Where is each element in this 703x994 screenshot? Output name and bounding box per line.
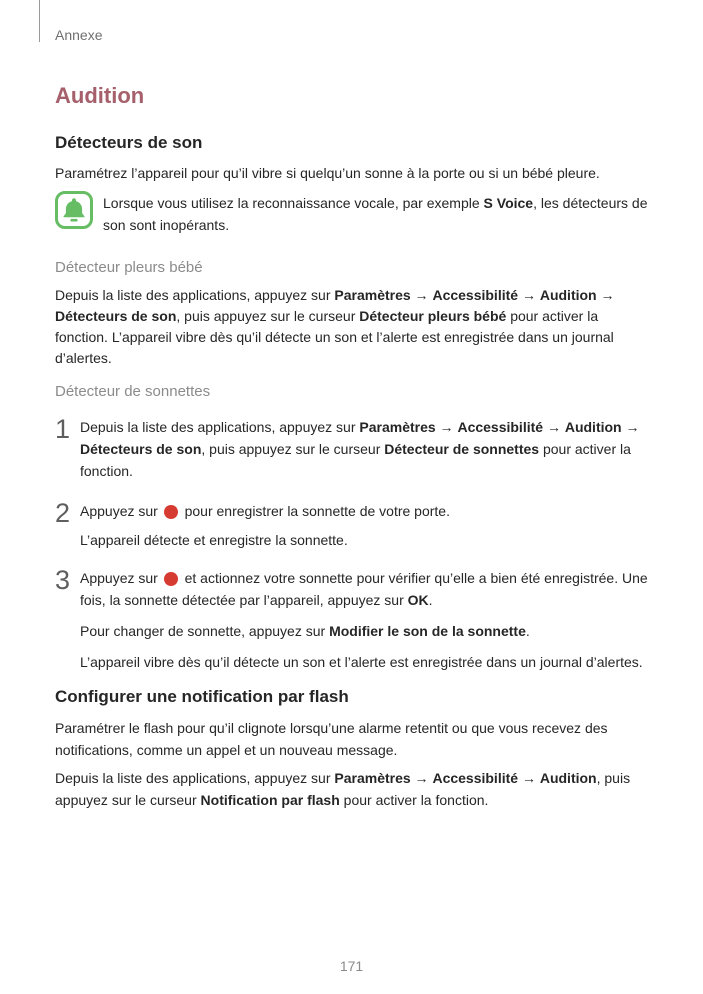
step-1-number: 1 <box>55 414 71 444</box>
record-icon <box>164 572 178 586</box>
sub-title-baby-cry: Détecteur pleurs bébé <box>55 259 203 276</box>
step-paragraph: Appuyez sur pour enregistrer la sonnette de votre porte. <box>80 503 450 519</box>
doorbell-steps <box>55 416 648 673</box>
page-title: Audition <box>55 83 145 108</box>
step-paragraph: Appuyez sur et actionnez votre sonnette pour vérifier qu’elle a bien été enregistrée. Une fois, la sonnette détectée par l’appareil, appuyez sur OK. <box>80 570 648 608</box>
section-title-sound-detectors: Détecteurs de son <box>55 133 203 152</box>
intro-paragraph: Paramétrez l’appareil pour qu’il vibre si quelqu’un sonne à la porte ou si un bébé pleure. <box>55 165 600 181</box>
step-1-body <box>80 416 648 482</box>
flash-paragraph: Depuis la liste des applications, appuyez sur Paramètres → Accessibilité → Audition, puis appuyez sur le curseur Notification par flash pour activer la fonction. <box>55 770 631 808</box>
page-number: 171 <box>339 958 364 974</box>
bell-icon <box>55 191 93 229</box>
step-2-body <box>80 500 648 551</box>
step-3-number: 3 <box>55 565 71 595</box>
step-paragraph: Depuis la liste des applications, appuyez sur Paramètres → Accessibilité → Audition → Détecteurs de son, puis appuyez sur le curseur Détecteur de sonnettes pour activer la fonction. <box>80 419 640 479</box>
step-3-body <box>80 567 648 673</box>
baby-cry-paragraph: Depuis la liste des applications, appuyez sur Paramètres → Accessibilité → Audition → Détecteurs de son, puis appuyez sur le curseur Détecteur pleurs bébé pour activer la fonction. L’appareil vibre dès qu’il détecte un son et l’alerte est enregistrée dans un journal d’alertes. <box>55 287 615 366</box>
step-paragraph: L’appareil vibre dès qu’il détecte un son et l’alerte est enregistrée dans un journal d’alertes. <box>80 654 643 670</box>
step-2-number: 2 <box>55 498 71 528</box>
flash-paragraph: Paramétrer le flash pour qu’il clignote lorsqu’une alarme retentit ou que vous recevez des notifications, comme un appel et un nouveau message. <box>55 720 608 758</box>
chapter-rule <box>39 0 40 42</box>
section-title-flash-notification: Configurer une notification par flash <box>55 687 349 706</box>
breadcrumb: Annexe <box>55 27 103 43</box>
step-paragraph: L’appareil détecte et enregistre la sonnette. <box>80 532 348 548</box>
note-text: Lorsque vous utilisez la reconnaissance vocale, par exemple S Voice, les détecteurs de son sont inopérants. <box>103 195 648 233</box>
step-2 <box>55 500 648 551</box>
step-1 <box>55 416 648 482</box>
info-note <box>55 191 648 236</box>
record-icon <box>164 505 178 519</box>
sub-title-doorbell: Détecteur de sonnettes <box>55 383 211 400</box>
step-paragraph: Pour changer de sonnette, appuyez sur Modifier le son de la sonnette. <box>80 623 530 639</box>
step-3 <box>55 567 648 673</box>
